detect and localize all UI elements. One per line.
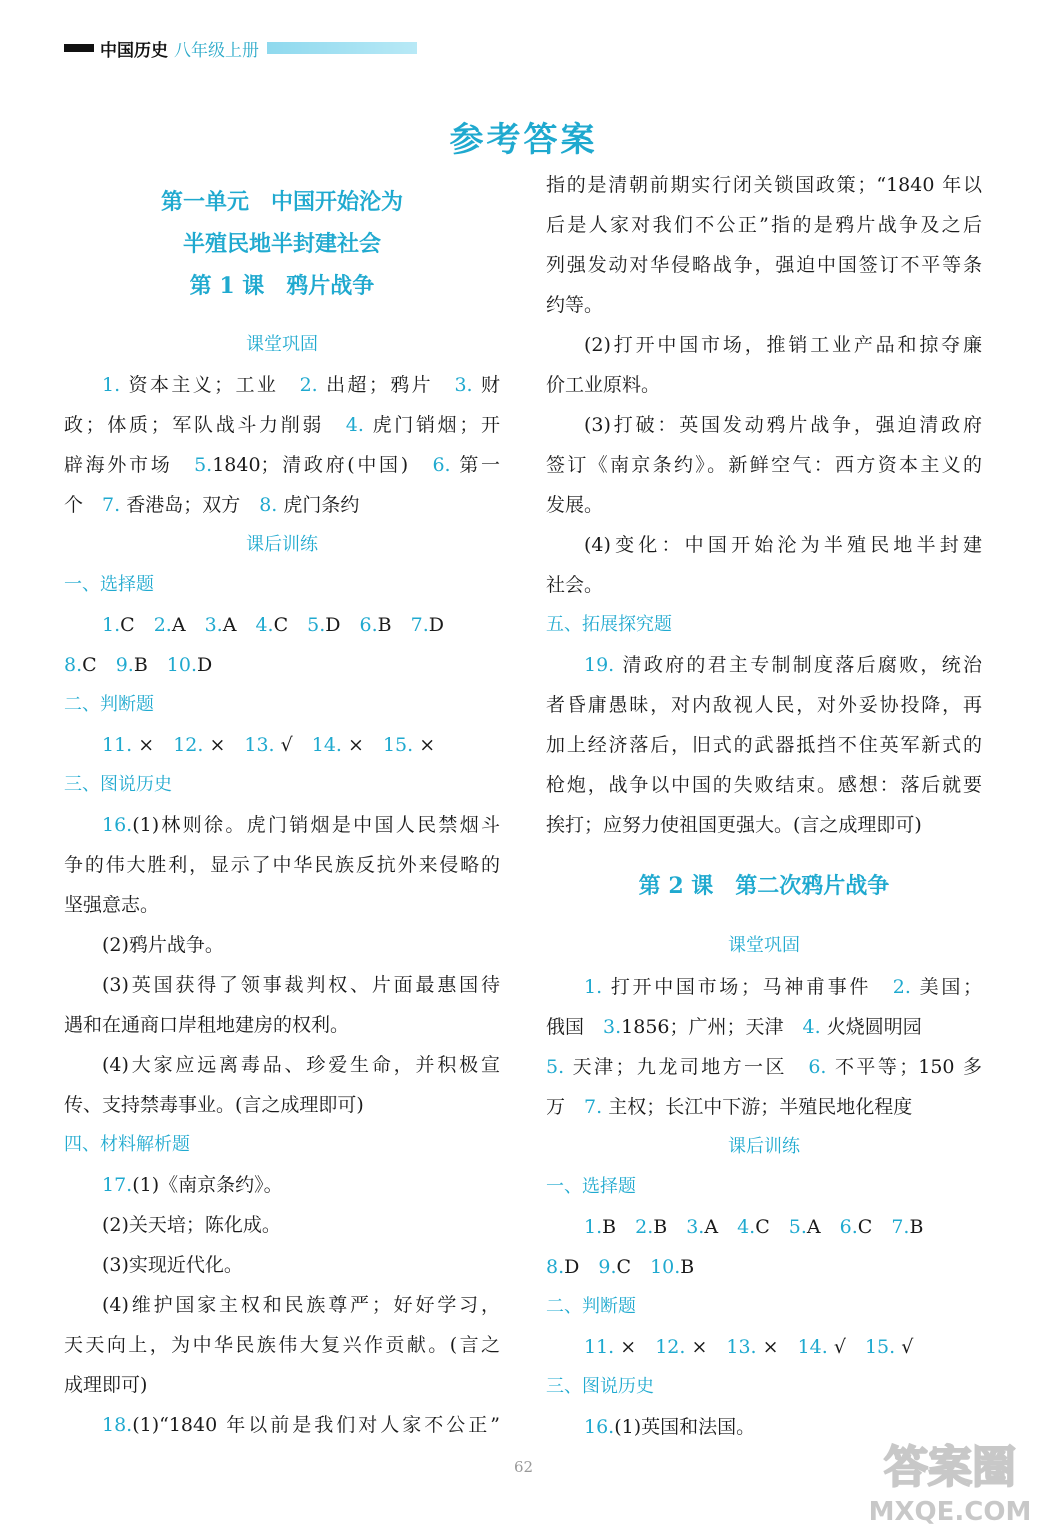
subsection-heading: 课后训练 xyxy=(728,1136,800,1157)
page-number: 62 xyxy=(513,1458,534,1476)
section-heading: 三、图说历史 xyxy=(546,1376,654,1397)
answer-line: 政；体质；军队战斗力削弱 4. 虎门销烟；开 xyxy=(64,414,500,436)
answer-line: 枪炮，战争以中国的失败结束。感想：落后就要 xyxy=(546,774,982,796)
answer-line: 19. 清政府的君主专制制度落后腐败，统治 xyxy=(584,654,982,676)
subsection-heading: 课后训练 xyxy=(246,534,318,555)
answer-line: 成理即可) xyxy=(64,1374,148,1396)
page-title: 参考答案 xyxy=(449,120,598,160)
watermark-logo xyxy=(865,1430,1035,1530)
answer-line: 18.(1)“1840 年以前是我们对人家不公正” xyxy=(102,1414,500,1436)
answer-line: (2)关天培；陈化成。 xyxy=(102,1214,281,1236)
header-grade: 八年级上册 xyxy=(174,40,259,61)
choice-answers: 8.C 9.B 10.D xyxy=(64,654,213,676)
choice-answers: 1.C 2.A 3.A 4.C 5.D 6.B 7.D xyxy=(102,614,444,636)
answer-line: 指的是清朝前期实行闭关锁国政策；“1840 年以 xyxy=(546,174,982,196)
answer-line: 发展。 xyxy=(546,494,604,516)
page-header xyxy=(64,36,417,60)
choice-answers: 8.D 9.C 10.B xyxy=(546,1256,695,1278)
section-heading: 三、图说历史 xyxy=(64,774,172,795)
answer-line: (4)大家应远离毒品、珍爱生命，并积极宣 xyxy=(102,1054,500,1076)
subsection-heading: 课堂巩固 xyxy=(246,334,318,355)
answer-line: 加上经济落后，旧式的武器抵挡不住英军新式的 xyxy=(546,734,982,756)
answer-line: (3)打破：英国发动鸦片战争，强迫清政府 xyxy=(584,414,982,436)
answer-line: (3)英国获得了领事裁判权、片面最惠国待 xyxy=(102,974,500,996)
answer-line: 签订《南京条约》。新鲜空气：西方资本主义的 xyxy=(546,454,982,476)
answer-line: 遇和在通商口岸租地建房的权利。 xyxy=(64,1014,350,1036)
answer-line: 俄国 3.1856；广州；天津 4. 火烧圆明园 xyxy=(546,1016,922,1038)
answer-line: 万 7. 主权；长江中下游；半殖民地化程度 xyxy=(546,1096,913,1118)
answer-line: 社会。 xyxy=(546,574,604,596)
section-heading: 一、选择题 xyxy=(64,574,154,595)
watermark-text: 答案圈 xyxy=(884,1442,1016,1493)
lesson-heading: 第 2 课 第二次鸦片战争 xyxy=(638,873,890,899)
answer-line: 传、支持禁毒事业。(言之成理即可) xyxy=(64,1094,364,1116)
lesson-heading: 第 1 课 鸦片战争 xyxy=(189,273,375,299)
answer-line: 16.(1)林则徐。虎门销烟是中国人民禁烟斗 xyxy=(102,814,500,836)
answer-line: (4)变化：中国开始沦为半殖民地半封建 xyxy=(584,534,982,556)
section-heading: 二、判断题 xyxy=(546,1296,636,1317)
answer-line: (4)维护国家主权和民族尊严；好好学习， xyxy=(102,1294,500,1316)
answer-line: 挨打；应努力使祖国更强大。(言之成理即可) xyxy=(546,814,922,836)
choice-answers: 1.B 2.B 3.A 4.C 5.A 6.C 7.B xyxy=(584,1216,924,1238)
answer-line: 个 7. 香港岛；双方 8. 虎门条约 xyxy=(64,494,360,516)
watermark-url: MXQE.COM xyxy=(868,1497,1032,1527)
answer-line: 5. 天津；九龙司地方一区 6. 不平等；150 多 xyxy=(546,1056,982,1078)
answer-line: 辟海外市场 5.1840；清政府(中国) 6. 第一 xyxy=(64,454,500,476)
subsection-heading: 课堂巩固 xyxy=(728,935,800,956)
answer-line: 列强发动对华侵略战争，强迫中国签订不平等条 xyxy=(546,254,982,276)
section-heading: 五、拓展探究题 xyxy=(546,614,672,635)
answer-line: 坚强意志。 xyxy=(64,894,160,916)
judgment-answers: 11. × 12. × 13. × 14. √ 15. √ xyxy=(584,1336,914,1358)
answer-line: (2)打开中国市场，推销工业产品和掠夺廉 xyxy=(584,334,982,356)
unit-heading: 半殖民地半封建社会 xyxy=(182,231,381,257)
header-subject: 中国历史 xyxy=(100,40,168,61)
judgment-answers: 11. × 12. × 13. √ 14. × 15. × xyxy=(102,734,436,756)
answer-line: 者昏庸愚昧，对内敌视人民，对外妥协投降，再 xyxy=(546,694,982,716)
answer-line: 16.(1)英国和法国。 xyxy=(584,1416,756,1438)
answer-line: 价工业原料。 xyxy=(546,374,661,396)
answer-line: (3)实现近代化。 xyxy=(102,1254,243,1276)
section-heading: 一、选择题 xyxy=(546,1176,636,1197)
header-bar xyxy=(64,44,94,52)
answer-line: (2)鸦片战争。 xyxy=(102,934,224,956)
section-heading: 四、材料解析题 xyxy=(64,1134,190,1155)
answer-line: 约等。 xyxy=(546,294,604,316)
answer-line: 1. 资本主义；工业 2. 出超；鸦片 3. 财 xyxy=(102,374,500,396)
answer-line: 1. 打开中国市场；马神甫事件 2. 美国； xyxy=(584,976,982,998)
answer-line: 17.(1)《南京条约》。 xyxy=(102,1174,283,1196)
unit-heading: 第一单元 中国开始沦为 xyxy=(160,189,403,215)
header-band xyxy=(267,42,417,54)
answer-line: 天天向上，为中华民族伟大复兴作贡献。(言之 xyxy=(64,1334,500,1356)
answer-line: 后是人家对我们不公正”指的是鸦片战争及之后 xyxy=(546,214,982,236)
section-heading: 二、判断题 xyxy=(64,694,154,715)
answer-line: 争的伟大胜利，显示了中华民族反抗外来侵略的 xyxy=(64,854,500,876)
